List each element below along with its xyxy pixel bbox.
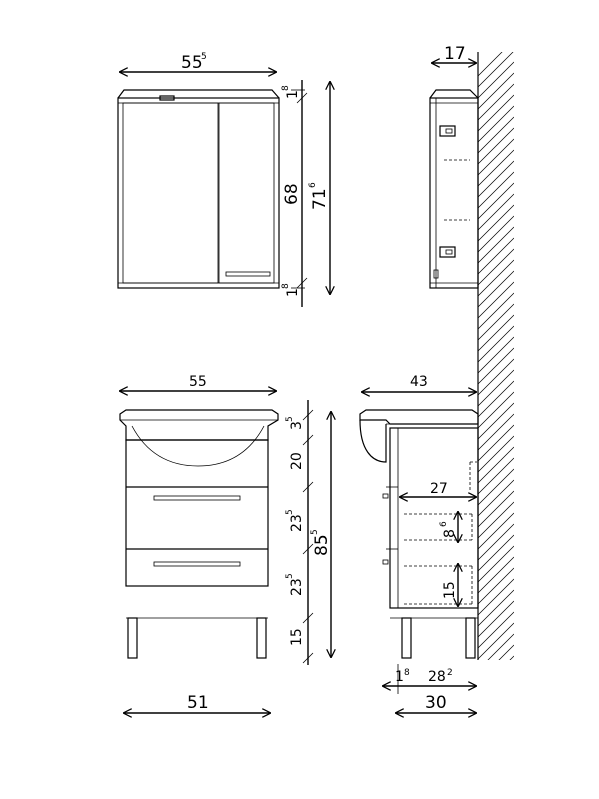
mirror-body-height-label: 68 <box>282 183 302 205</box>
hatch-line <box>478 469 514 505</box>
front-thickness-label: 1 <box>395 669 404 685</box>
drawer-2-sup: 5 <box>285 573 295 579</box>
mirror-top-band-label: 1 <box>285 90 301 99</box>
hatch-line <box>478 689 514 725</box>
hatch-line <box>478 293 514 329</box>
hatch-line <box>478 205 514 241</box>
basin-height-label: 3 <box>289 421 305 430</box>
mirror-bottom-band-sup: 8 <box>281 283 291 289</box>
drawer-1-sup: 5 <box>285 509 295 515</box>
mirror-total-height-label: 71 <box>310 188 330 210</box>
wall <box>478 40 514 725</box>
vanity-front <box>120 410 278 658</box>
side-bottom-dims <box>383 664 476 713</box>
hatch-line <box>478 579 514 615</box>
hatch-line <box>478 348 514 384</box>
hatch-line <box>478 359 514 395</box>
vanity-total-height-sup: 5 <box>310 529 320 535</box>
hatch-line <box>478 161 514 197</box>
hatch-line <box>478 502 514 538</box>
inner-depth-label: 27 <box>430 481 448 497</box>
hatch-line <box>478 304 514 340</box>
mirror-width-label: 55 <box>181 53 203 73</box>
hatch-line <box>478 62 514 98</box>
hatch-line <box>478 414 514 450</box>
hatch-line <box>478 436 514 472</box>
hatch-line <box>478 337 514 373</box>
drawer-1-label: 23 <box>289 514 305 532</box>
front-thickness-sup: 8 <box>404 668 410 678</box>
hatch-line <box>478 678 514 714</box>
hatch-line <box>478 612 514 648</box>
vanity-depth-label: 43 <box>410 374 428 390</box>
inner-upper-height-sup: 6 <box>439 521 449 527</box>
mirror-depth-dim <box>432 44 476 64</box>
hatch-line <box>478 634 514 670</box>
hatch-line <box>478 172 514 208</box>
hatch-line <box>478 249 514 285</box>
body-depth-sup: 2 <box>447 668 453 678</box>
mirror-width-dim <box>120 52 276 73</box>
hatch-line <box>478 128 514 164</box>
inner-depth-dim <box>400 481 476 497</box>
hatch-line <box>478 139 514 175</box>
mirror-width-sup: 5 <box>201 52 207 62</box>
hatch-line <box>478 535 514 571</box>
mirror-top-band-sup: 8 <box>281 85 291 91</box>
hatch-line <box>478 381 514 417</box>
legs-label: 15 <box>289 628 305 646</box>
hatch-line <box>478 480 514 516</box>
hatch-line <box>478 106 514 142</box>
basin-width-label: 55 <box>189 374 207 390</box>
mirror-bottom-band-label: 1 <box>285 288 301 297</box>
hatch-line <box>478 370 514 406</box>
hatch-line <box>478 524 514 560</box>
hatch-line <box>478 447 514 483</box>
cabinet-width-dim <box>124 693 270 713</box>
hatch-line <box>478 227 514 263</box>
hatch-line <box>478 645 514 681</box>
hatch-line <box>478 513 514 549</box>
hatch-line <box>478 51 514 87</box>
drawer-2-label: 23 <box>289 578 305 596</box>
vanity-total-height-label: 85 <box>312 534 332 556</box>
hatch-line <box>478 623 514 659</box>
hatch-line <box>478 216 514 252</box>
cabinet-width-label: 51 <box>187 693 209 713</box>
hatch-line <box>478 326 514 362</box>
hatch-line <box>478 260 514 296</box>
body-depth-label: 28 <box>428 669 446 685</box>
hatch-line <box>478 95 514 131</box>
hatch-line <box>478 238 514 274</box>
mirror-cabinet-front <box>118 90 279 288</box>
hatch-line <box>478 425 514 461</box>
hatch-line <box>478 40 514 76</box>
inner-lower-height-label: 15 <box>442 581 458 599</box>
vanity-width-dim <box>120 374 276 391</box>
mirror-total-height-sup: 6 <box>308 182 318 188</box>
mirror-depth-label: 17 <box>444 44 466 64</box>
hatch-line <box>478 84 514 120</box>
hatch-line <box>478 194 514 230</box>
upper-gap-label: 20 <box>289 452 305 470</box>
hatch-line <box>478 458 514 494</box>
hatch-line <box>478 183 514 219</box>
total-depth-label: 30 <box>425 693 447 713</box>
vanity-side <box>360 410 478 658</box>
hatch-line <box>478 150 514 186</box>
hatch-line <box>478 403 514 439</box>
hatch-line <box>478 656 514 692</box>
hatch-line <box>478 491 514 527</box>
vanity-depth-dim <box>362 374 476 392</box>
hatch-line <box>478 73 514 109</box>
basin-height-sup: 5 <box>285 416 295 422</box>
wall-hatching <box>478 40 514 725</box>
hatch-line <box>478 392 514 428</box>
mirror-cabinet-side <box>430 90 478 288</box>
hatch-line <box>478 282 514 318</box>
hatch-line <box>478 590 514 626</box>
hatch-line <box>478 601 514 637</box>
hatch-line <box>478 315 514 351</box>
hatch-line <box>478 568 514 604</box>
inner-upper-height-label: 8 <box>442 529 458 538</box>
hatch-line <box>478 667 514 703</box>
hatch-line <box>478 271 514 307</box>
hatch-line <box>478 546 514 582</box>
hatch-line <box>478 557 514 593</box>
hatch-line <box>478 117 514 153</box>
